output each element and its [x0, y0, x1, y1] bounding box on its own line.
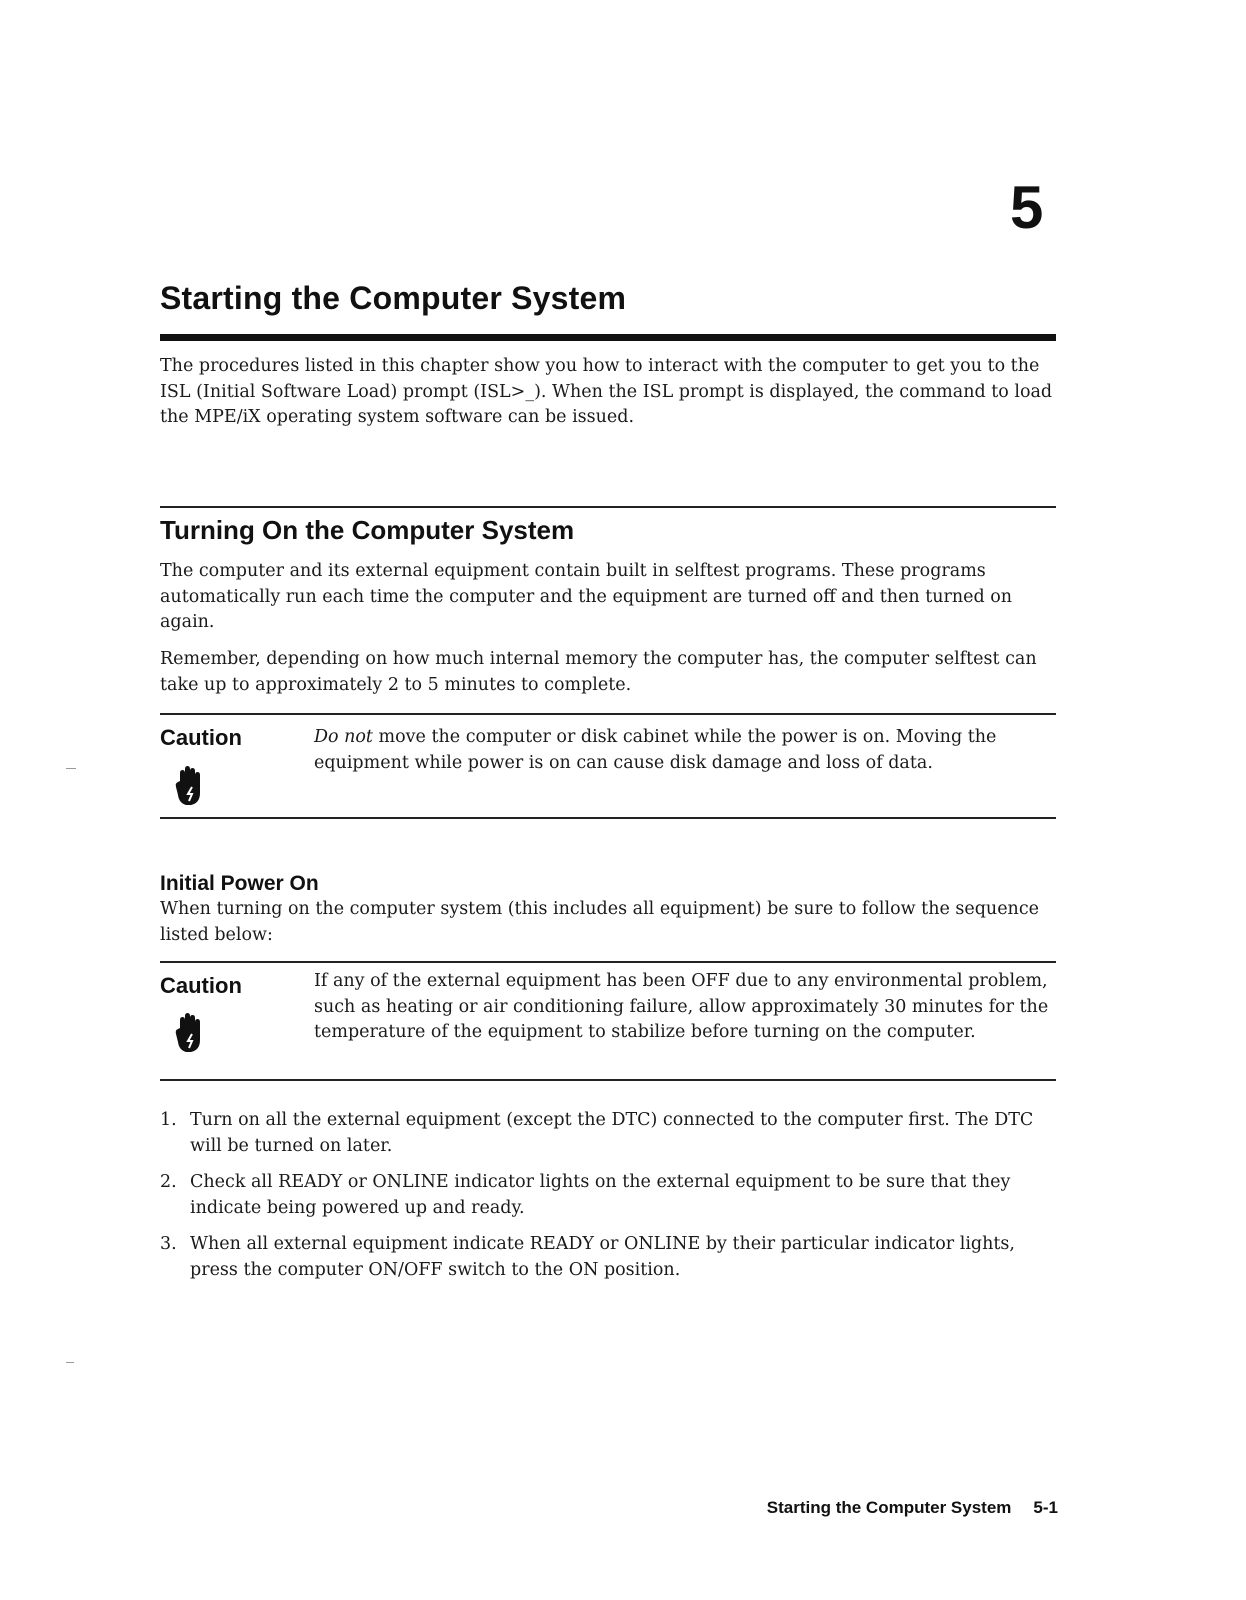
- steps-list: [160, 1108, 1060, 1283]
- caution-1-body: move the computer or disk cabinet while the power is on. Moving the equipment while power is on can cause disk damage and loss of data.: [314, 727, 997, 773]
- caution-2-text: If any of the external equipment has been OFF due to any environmental problem, such as heating or air conditioning failure, allow approximately 30 minutes for the temperature of the equipment to stabilize before turning on the computer.: [314, 971, 1049, 1042]
- section-paragraph-2: Remember, depending on how much internal memory the computer has, the computer selftest can take up to approximately 2 to 5 minutes to complete.: [160, 649, 1037, 695]
- caution-1-bottom-rule: [160, 817, 1056, 819]
- page-footer: [767, 1498, 1058, 1518]
- scan-mark: [66, 768, 76, 769]
- subsection-title: Initial Power On: [160, 872, 319, 895]
- caution-2-top-rule: [160, 961, 1056, 963]
- caution-1-emphasis: Do not: [314, 727, 373, 747]
- page-number: 5-1: [1033, 1498, 1058, 1517]
- list-item: 3. When all external equipment indicate READY or ONLINE by their particular indicator lights, press the computer ON/OFF switch to the ON position.: [160, 1234, 1015, 1280]
- chapter-intro: The procedures listed in this chapter show you how to interact with the computer to get you to the ISL (Initial Software Load) prompt (ISL>_). When the ISL prompt is displayed, the command to load the MPE/iX operating system software can be issued.: [160, 356, 1053, 427]
- chapter-title-rule: [160, 334, 1056, 341]
- section-divider: [160, 506, 1056, 508]
- caution-1-label: Caution: [160, 725, 242, 750]
- caution-2-label: Caution: [160, 973, 242, 998]
- footer-title: Starting the Computer System: [766, 1498, 1012, 1517]
- chapter-number: 5: [1010, 174, 1044, 241]
- scan-mark: [66, 1362, 74, 1363]
- caution-1-text: [314, 725, 1074, 776]
- caution-1-top-rule: [160, 713, 1056, 715]
- caution-2-bottom-rule: [160, 1079, 1056, 1081]
- subsection-intro: When turning on the computer system (this includes all equipment) be sure to follow the sequence listed below:: [160, 899, 1039, 945]
- section-paragraph-1: The computer and its external equipment contain built in selftest programs. These programs automatically run each time the computer and the equipment are turned off and then turned on again.: [160, 561, 1013, 632]
- section-title: Turning On the Computer System: [160, 515, 575, 545]
- hand-icon: [174, 1012, 204, 1054]
- list-item: 2. Check all READY or ONLINE indicator lights on the external equipment to be sure that they indicate being powered up and ready.: [160, 1172, 1011, 1218]
- list-item: 1. Turn on all the external equipment (except the DTC) connected to the computer first. The DTC will be turned on later.: [160, 1110, 1034, 1156]
- chapter-title: Starting the Computer System: [160, 280, 627, 316]
- hand-icon: [174, 765, 204, 807]
